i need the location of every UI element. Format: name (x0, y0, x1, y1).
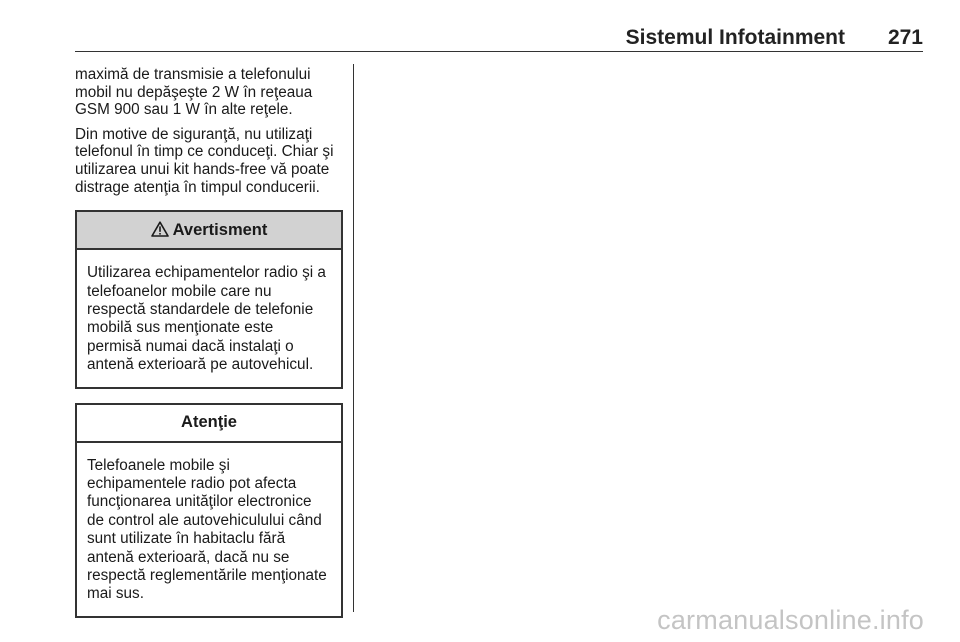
warning-triangle-icon (151, 221, 169, 237)
warning-box (75, 210, 343, 388)
watermark: carmanualsonline.info (657, 605, 924, 635)
left-column (75, 66, 343, 618)
caution-box-title: Atenţie (181, 413, 237, 432)
page-number: 271 (887, 26, 923, 49)
warning-box-text: Utilizarea echipamentelor radio şi a telefoanelor mobile care nu respectă standardele de telefonie mobilă sus menţionate este permisă numai dacă instalaţi o antenă exterioară pe autovehicul. (87, 264, 326, 374)
body-paragraph-2: Din motive de siguranţă, nu utilizaţi telefonul în timp ce conduceţi. Chiar şi utilizarea unui kit hands-free vă poate distrage atenţia în timpul conducerii. (75, 125, 334, 196)
caution-box-header (77, 405, 341, 443)
warning-box-title: Avertisment (172, 220, 268, 239)
page-header (75, 26, 923, 52)
body-paragraph-1: maximă de transmisie a telefonului mobil nu depăşeşte 2 W în reţeaua GSM 900 sau 1 W în alte reţele. (75, 66, 313, 119)
warning-box-header (77, 212, 341, 250)
header-rule (75, 51, 923, 52)
section-title: Sistemul Infotainment (625, 26, 845, 49)
caution-box-text: Telefoanele mobile şi echipamentele radio pot afecta funcţionarea unităţilor electronice de control ale autovehiculului când sunt utilizate în habitaclu fără antenă exterioară, dacă nu se respectă reglementările menţionate mai sus. (87, 456, 327, 603)
column-divider (353, 64, 354, 612)
caution-box (75, 403, 343, 618)
